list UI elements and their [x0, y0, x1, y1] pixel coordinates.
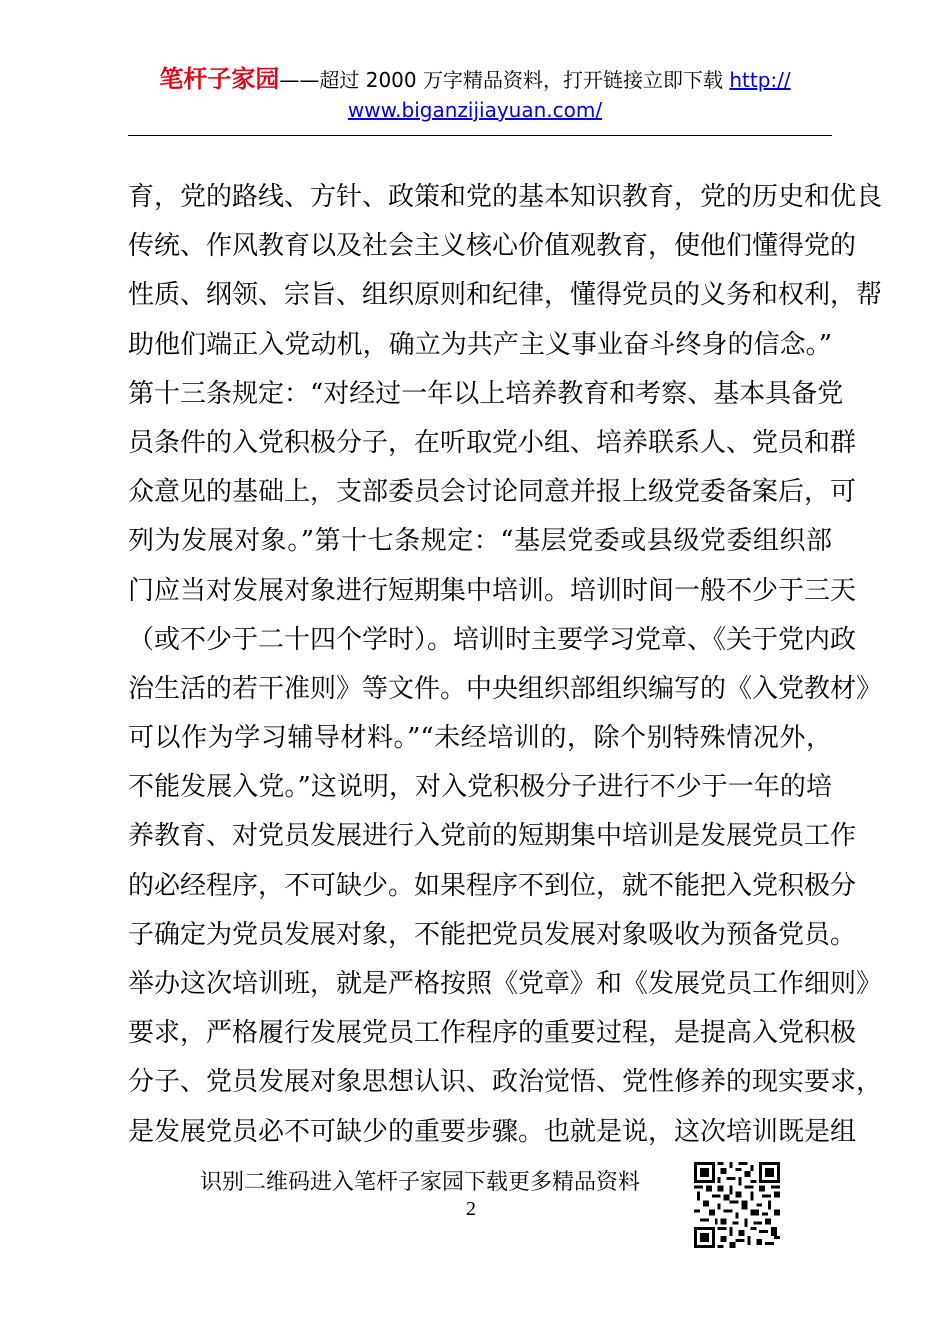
website-link-part2[interactable]: www.biganzijiayuan.com/	[347, 98, 603, 122]
document-body	[128, 173, 883, 1157]
header-line-1	[0, 64, 950, 95]
body-line: 门应当对发展对象进行短期集中培训。培训时间一般不少于三天	[128, 575, 857, 606]
body-line: 不能发展入党。”这说明，对入党积极分子进行不少于一年的培	[128, 772, 832, 803]
page-number: 2	[466, 1198, 476, 1220]
body-line: 传统、作风教育以及社会主义核心价值观教育，使他们懂得党的	[128, 231, 857, 262]
body-line: 性质、纲领、宗旨、组织原则和纪律，懂得党员的义务和权利，帮	[128, 280, 883, 311]
body-line: 养教育、对党员发展进行入党前的短期集中培训是发展党员工作	[128, 821, 857, 852]
brand-name: 笔杆子家园	[159, 65, 280, 93]
body-line: 的必经程序，不可缺少。如果程序不到位，就不能把入党积极分	[128, 870, 857, 901]
body-line: 子确定为党员发展对象，不能把党员发展对象吸收为预备党员。	[128, 919, 857, 950]
header-tagline: ——超过 2000 万字精品资料，打开链接立即下载	[279, 68, 730, 92]
body-line: 是发展党员必不可缺少的重要步骤。也就是说，这次培训既是组	[128, 1116, 857, 1147]
body-line: （或不少于二十四个学时）。培训时主要学习党章、《关于党内政	[128, 624, 857, 655]
body-line: 治生活的若干准则》等文件。中央组织部组织编写的《入党教材》	[128, 673, 883, 704]
body-line: 育，党的路线、方针、政策和党的基本知识教育，党的历史和优良	[128, 182, 883, 212]
page-header	[0, 64, 950, 125]
body-line: 员条件的入党积极分子，在听取党小组、培养联系人、党员和群	[128, 427, 857, 458]
body-line: 举办这次培训班，就是严格按照《党章》和《发展党员工作细则》	[128, 969, 883, 999]
body-line: 可以作为学习辅导材料。”“未经培训的，除个别特殊情况外，	[128, 723, 832, 754]
footer-caption: 识别二维码进入笔杆子家园下载更多精品资料	[200, 1170, 641, 1195]
body-line: 助他们端正入党动机，确立为共产主义事业奋斗终身的信念。”	[128, 329, 832, 360]
body-line: 列为发展对象。”第十七条规定：“基层党委或县级党委组织部	[128, 526, 832, 557]
body-line: 要求，严格履行发展党员工作程序的重要过程，是提高入党积极	[128, 1018, 857, 1049]
qr-code-icon[interactable]	[694, 1162, 780, 1248]
website-link-part1[interactable]: http://	[729, 68, 791, 92]
body-line: 第十三条规定：“对经过一年以上培养教育和考察、基本具备党	[128, 378, 844, 409]
body-line: 众意见的基础上，支部委员会讨论同意并报上级党委备案后，可	[128, 477, 857, 508]
header-line-2	[0, 95, 950, 125]
header-divider	[128, 135, 832, 136]
body-line: 分子、党员发展对象思想认识、政治觉悟、党性修养的现实要求，	[128, 1067, 883, 1098]
